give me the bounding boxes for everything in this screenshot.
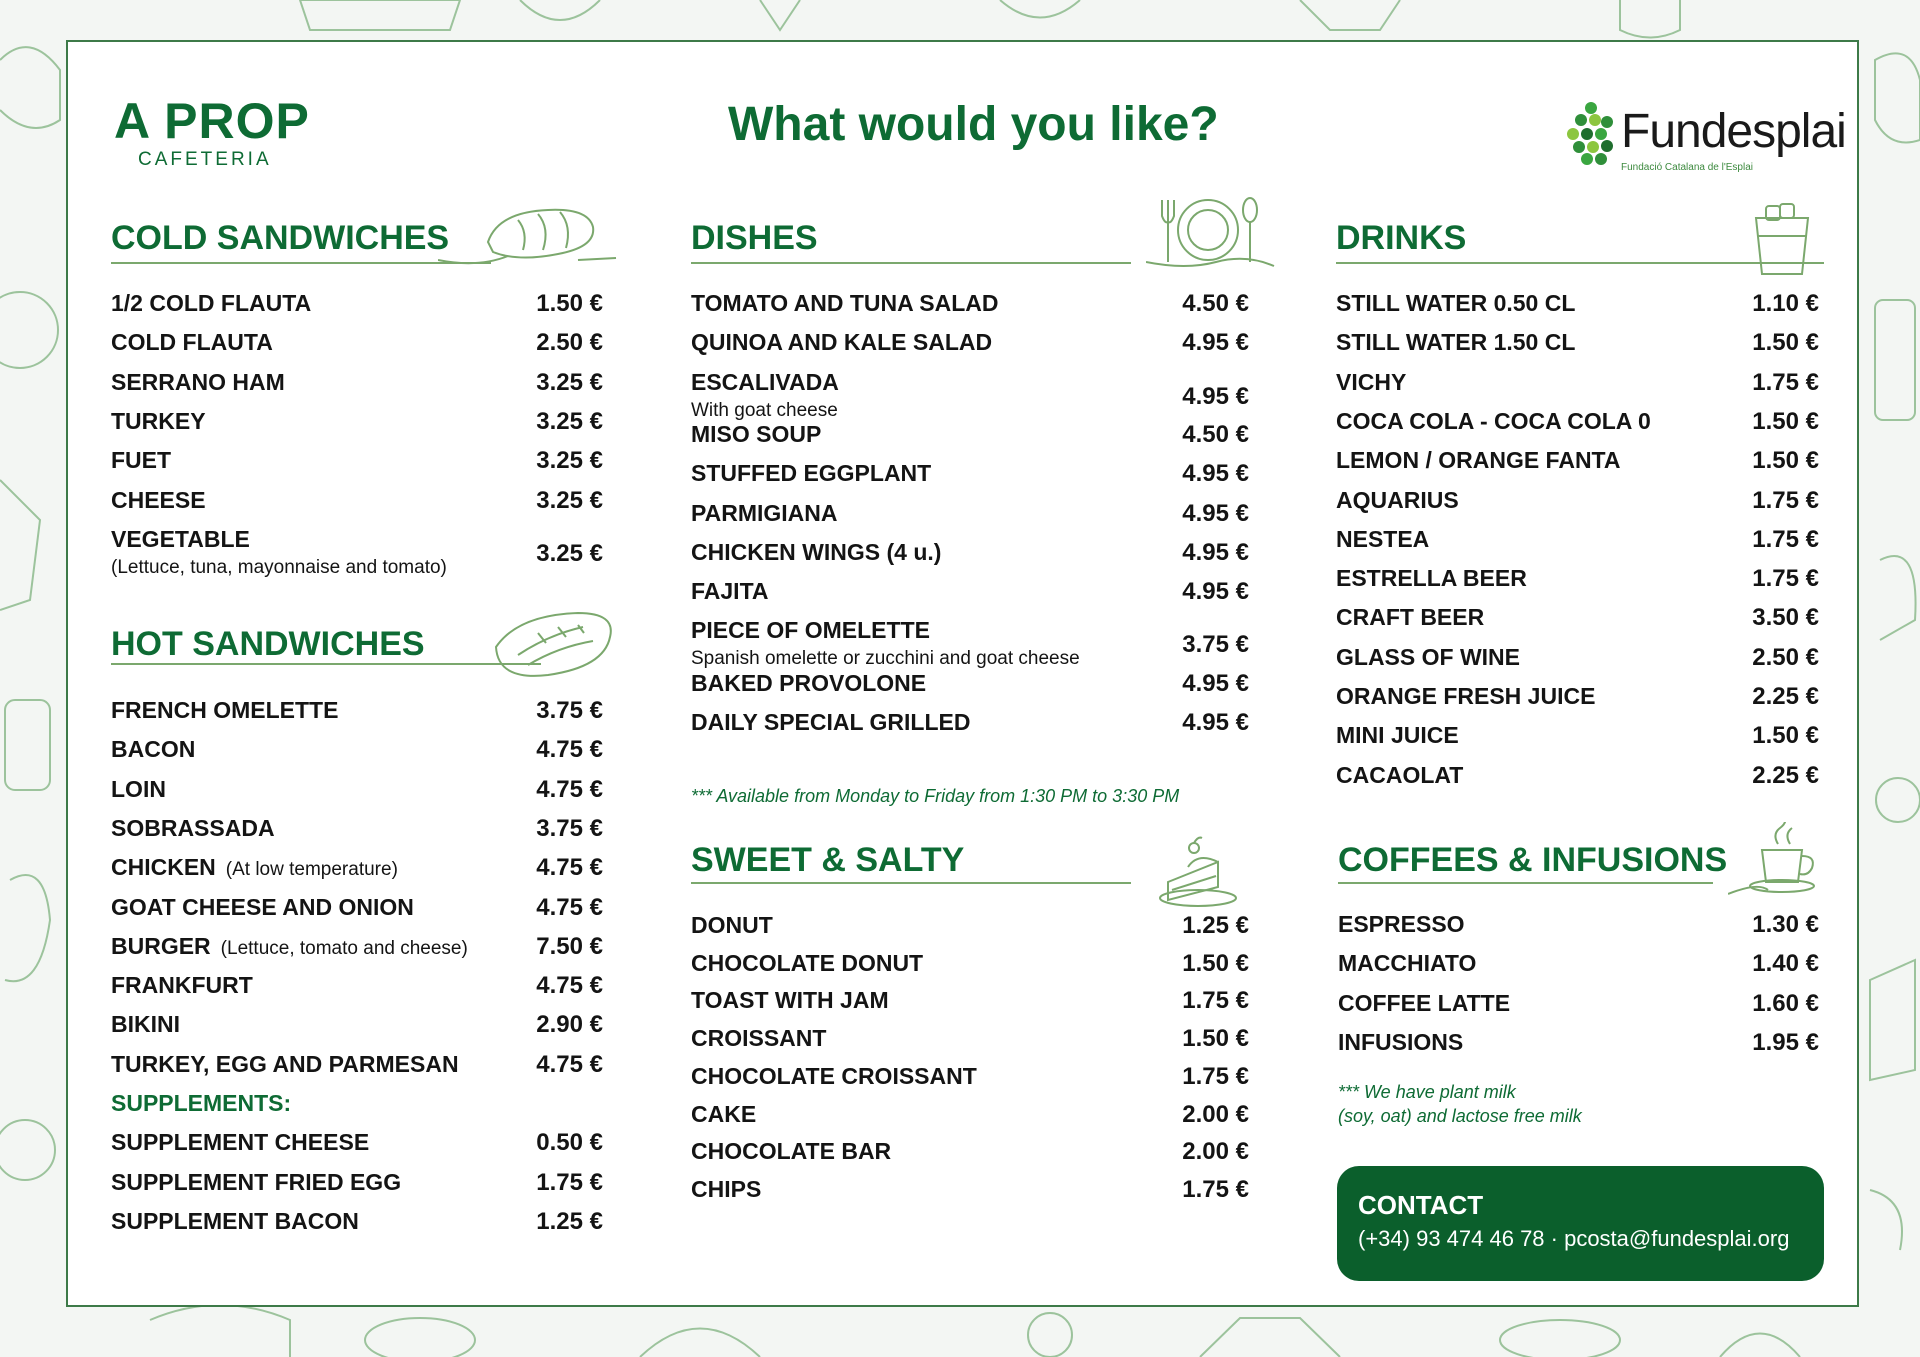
item-price: 1.75 €: [1182, 1062, 1249, 1090]
item-price: 4.95 €: [1182, 499, 1249, 527]
item-label: SOBRASSADA: [111, 814, 275, 841]
fundesplai-logo: [1563, 100, 1846, 200]
menu-item-name: [1336, 408, 1651, 435]
item-label: TOMATO AND TUNA SALAD: [691, 290, 999, 316]
item-price: 3.50 €: [1752, 604, 1819, 632]
menu-item-name: [111, 933, 468, 960]
item-label: SUPPLEMENT BACON: [111, 1207, 359, 1234]
item-description: (Lettuce, tuna, mayonnaise and tomato): [111, 556, 447, 578]
menu-item-name: [1336, 604, 1484, 631]
menu-item-name: [691, 1101, 756, 1128]
item-price: 1.30 €: [1752, 911, 1819, 938]
menu-item-name: [111, 1169, 401, 1196]
item-price: 4.75 €: [536, 736, 603, 764]
cake-slice-icon: [1158, 832, 1258, 907]
item-label: COLD FLAUTA: [111, 329, 273, 356]
cafeteria-logo-subtitle: CAFETERIA: [138, 149, 272, 170]
menu-item-name: [1338, 950, 1476, 977]
item-label: CHOCOLATE DONUT: [691, 949, 924, 976]
item-price: 1.75 €: [1752, 486, 1819, 514]
item-label: PARMIGIANA: [691, 499, 838, 526]
item-price: 3.25 €: [536, 407, 603, 435]
item-label: 1/2 COLD FLAUTA: [111, 290, 312, 316]
menu-item-name: [111, 1129, 369, 1156]
item-price: 1.50 €: [1182, 949, 1249, 977]
item-label: CHIPS: [691, 1175, 762, 1202]
item-label: ESPRESSO: [1338, 911, 1465, 937]
item-label: MISO SOUP: [691, 420, 822, 447]
item-price: 4.95 €: [1182, 538, 1249, 566]
item-label: CHICKEN: [111, 854, 216, 881]
item-price: 3.75 €: [536, 814, 603, 842]
item-label: COFFEE LATTE: [1338, 989, 1511, 1016]
brand-tagline: Fundació Catalana de l'Esplai: [1621, 162, 1753, 173]
menu-item-name: [1336, 526, 1429, 553]
menu-item-name: [111, 526, 250, 553]
item-price: 4.75 €: [536, 972, 603, 1000]
item-price: 0.50 €: [536, 1129, 603, 1157]
menu-item-name: [691, 912, 773, 939]
item-price: 4.50 €: [1182, 290, 1249, 317]
item-price: 4.95 €: [1182, 382, 1249, 410]
grape-cluster-icon: [1563, 100, 1619, 166]
menu-item-name: [111, 815, 275, 842]
item-label: VEGETABLE: [111, 525, 250, 552]
menu-item-name: [1336, 329, 1575, 356]
item-price: 3.75 €: [536, 697, 603, 724]
item-price: 4.50 €: [1182, 420, 1249, 448]
menu-item-name: [111, 408, 206, 435]
menu-item-name: [111, 329, 273, 356]
menu-item-name: [691, 1138, 891, 1165]
item-price: 2.50 €: [536, 329, 603, 357]
menu-item-name: [111, 854, 398, 881]
menu-item-name: [1336, 290, 1575, 317]
menu-item-name: [691, 460, 931, 487]
menu-item-name: [1336, 722, 1459, 749]
item-price: 1.50 €: [1752, 407, 1819, 435]
menu-item-name: [111, 369, 285, 396]
menu-item-name: [1336, 565, 1527, 592]
item-price: 1.50 €: [1752, 722, 1819, 750]
menu-item-name: [111, 736, 195, 763]
item-price: 4.95 €: [1182, 578, 1249, 606]
item-price: 1.75 €: [1752, 565, 1819, 593]
item-label: FRANKFURT: [111, 972, 253, 999]
item-label: CROISSANT: [691, 1025, 827, 1052]
menu-item-name: [691, 1176, 761, 1203]
item-label: DAILY SPECIAL GRILLED: [691, 709, 971, 735]
item-price: 4.75 €: [536, 775, 603, 803]
menu-item-name: [1336, 369, 1406, 396]
menu-item-name: [691, 578, 769, 605]
menu-item-name: [691, 1025, 826, 1052]
menu-item-name: [691, 539, 941, 566]
item-price: 2.00 €: [1182, 1138, 1249, 1166]
item-price: 4.95 €: [1182, 460, 1249, 488]
menu-item-name: [111, 697, 338, 724]
coffee-cup-icon: [1728, 822, 1828, 902]
item-price: 4.95 €: [1182, 709, 1249, 736]
item-label: STILL WATER 1.50 CL: [1336, 329, 1576, 356]
item-label: SUPPLEMENT CHEESE: [111, 1129, 370, 1156]
item-label: COCA COLA - COCA COLA 0: [1336, 407, 1651, 434]
item-note: (At low temperature): [225, 859, 398, 881]
item-price: 1.25 €: [536, 1207, 603, 1235]
item-label: LEMON / ORANGE FANTA: [1336, 447, 1621, 474]
menu-item-name: [691, 290, 999, 317]
item-price: 4.95 €: [1182, 669, 1249, 697]
item-label: QUINOA AND KALE SALAD: [691, 329, 993, 356]
item-label: BIKINI: [111, 1011, 180, 1038]
menu-item-name: [111, 447, 171, 474]
item-label: INFUSIONS: [1338, 1028, 1464, 1055]
cold-sandwiches-title: COLD SANDWICHES: [111, 219, 450, 257]
item-label: SERRANO HAM: [111, 368, 285, 395]
menu-item-name: [691, 329, 992, 356]
item-price: 1.50 €: [1182, 1025, 1249, 1053]
section-divider: [691, 262, 1131, 264]
item-label: CAKE: [691, 1100, 757, 1127]
item-label: TURKEY, EGG AND PARMESAN: [111, 1050, 459, 1077]
hot-sandwiches-title: HOT SANDWICHES: [111, 625, 425, 663]
item-label: FUET: [111, 447, 172, 474]
dishes-title: DISHES: [691, 219, 818, 257]
menu-item-name: [111, 290, 311, 317]
item-description: With goat cheese: [691, 399, 838, 421]
menu-item-name: [1338, 1029, 1463, 1056]
item-price: 4.75 €: [536, 1050, 603, 1078]
menu-item-name: [691, 709, 970, 736]
item-price: 4.75 €: [536, 854, 603, 882]
menu-item-name: [691, 1063, 977, 1090]
item-price: 1.75 €: [1752, 368, 1819, 396]
item-label: GLASS OF WINE: [1336, 643, 1520, 670]
item-price: 3.25 €: [536, 447, 603, 475]
item-price: 1.75 €: [1182, 1175, 1249, 1203]
item-price: 1.95 €: [1752, 1028, 1819, 1056]
item-label: ESTRELLA BEER: [1336, 565, 1527, 592]
coffees-title: COFFEES & INFUSIONS: [1338, 841, 1728, 879]
menu-item-name: [111, 1051, 459, 1078]
section-divider: [1338, 882, 1713, 884]
menu-item-name: [111, 776, 166, 803]
menu-item-name: [1336, 447, 1621, 474]
item-label: ESCALIVADA: [691, 368, 839, 395]
contact-title: CONTACT: [1358, 1190, 1484, 1220]
item-price: 2.00 €: [1182, 1100, 1249, 1128]
menu-item-name: [1338, 990, 1510, 1017]
item-price: 3.25 €: [536, 368, 603, 396]
item-price: 4.95 €: [1182, 329, 1249, 357]
item-price: 1.50 €: [536, 290, 603, 317]
menu-item-name: [691, 369, 839, 396]
menu-item-name: [1336, 644, 1520, 671]
item-price: 2.25 €: [1752, 761, 1819, 789]
item-label: BAKED PROVOLONE: [691, 669, 927, 696]
item-label: BACON: [111, 736, 196, 763]
item-label: NESTEA: [1336, 525, 1430, 552]
page-title: What would you like?: [728, 98, 1219, 151]
menu-item-name: [111, 1011, 180, 1038]
cafeteria-logo-title: A PROP: [114, 93, 310, 149]
availability-note: *** Available from Monday to Friday from 1:30 PM to 3:30 PM: [691, 786, 1180, 806]
brand-name: Fundesplai: [1621, 105, 1846, 158]
item-price: 2.50 €: [1752, 643, 1819, 671]
item-label: CRAFT BEER: [1336, 604, 1485, 631]
contact-box: [1337, 1166, 1824, 1281]
item-label: TURKEY: [111, 407, 206, 434]
menu-item-name: [691, 617, 930, 644]
item-label: PIECE OF OMELETTE: [691, 617, 930, 644]
item-label: CACAOLAT: [1336, 761, 1464, 788]
contact-details: (+34) 93 474 46 78 · pcosta@fundesplai.org: [1358, 1226, 1790, 1251]
item-price: 1.75 €: [536, 1168, 603, 1196]
item-label: AQUARIUS: [1336, 486, 1459, 513]
item-note: (Lettuce, tomato and cheese): [220, 937, 468, 959]
menu-item-name: [111, 487, 206, 514]
item-label: CHICKEN WINGS (4 u.): [691, 538, 942, 565]
item-price: 3.25 €: [536, 539, 603, 567]
item-price: 3.25 €: [536, 486, 603, 514]
item-label: TOAST WITH JAM: [691, 987, 889, 1014]
item-label: ORANGE FRESH JUICE: [1336, 683, 1596, 709]
menu-item-name: [1336, 487, 1459, 514]
menu-item-name: [1338, 911, 1465, 938]
section-divider: [111, 262, 491, 264]
item-label: CHOCOLATE CROISSANT: [691, 1062, 977, 1089]
menu-item-name: [691, 500, 838, 527]
sweet-salty-title: SWEET & SALTY: [691, 841, 965, 879]
item-price: 1.75 €: [1182, 987, 1249, 1015]
item-label: BURGER: [111, 932, 211, 959]
menu-item-name: [1336, 762, 1463, 789]
item-price: 2.25 €: [1752, 683, 1819, 710]
item-description: Spanish omelette or zucchini and goat cheese: [691, 648, 1080, 670]
item-label: MINI JUICE: [1336, 722, 1459, 749]
item-label: GOAT CHEESE AND ONION: [111, 893, 414, 920]
item-label: SUPPLEMENT FRIED EGG: [111, 1168, 402, 1195]
item-label: FAJITA: [691, 578, 769, 605]
plant-milk-note-line1: *** We have plant milk: [1338, 1082, 1516, 1102]
menu-item-name: [111, 894, 414, 921]
item-label: CHOCOLATE BAR: [691, 1138, 892, 1165]
item-price: 2.90 €: [536, 1011, 603, 1039]
item-price: 1.10 €: [1752, 290, 1819, 317]
plate-cutlery-icon: [1146, 192, 1276, 277]
item-price: 1.25 €: [1182, 912, 1249, 939]
item-label: LOIN: [111, 775, 166, 802]
item-price: 1.50 €: [1752, 447, 1819, 475]
item-label: MACCHIATO: [1338, 950, 1477, 977]
menu-item-name: [691, 421, 821, 448]
menu-item-name: [691, 950, 923, 977]
item-label: CHEESE: [111, 486, 206, 513]
item-label: DONUT: [691, 912, 773, 938]
menu-item-name: [691, 670, 926, 697]
supplements-label: SUPPLEMENTS:: [111, 1090, 292, 1116]
item-price: 1.40 €: [1752, 950, 1819, 978]
menu-card: [66, 40, 1859, 1307]
item-label: FRENCH OMELETTE: [111, 697, 339, 723]
menu-item-name: [691, 987, 889, 1014]
bread-icon: [438, 202, 618, 272]
item-label: VICHY: [1336, 368, 1407, 395]
item-label: STUFFED EGGPLANT: [691, 460, 932, 487]
baguette-icon: [488, 607, 618, 682]
item-price: 4.75 €: [536, 893, 603, 921]
section-divider: [111, 663, 541, 665]
glass-ice-icon: [1748, 200, 1818, 280]
menu-item-name: [111, 972, 253, 999]
item-price: 3.75 €: [1182, 631, 1249, 659]
item-price: 1.60 €: [1752, 989, 1819, 1017]
menu-item-name: [111, 1208, 359, 1235]
plant-milk-note-line2: (soy, oat) and lactose free milk: [1338, 1106, 1582, 1126]
section-divider: [691, 882, 1131, 884]
item-price: 1.50 €: [1752, 329, 1819, 357]
menu-item-name: [1336, 683, 1595, 710]
item-price: 7.50 €: [536, 932, 603, 960]
drinks-title: DRINKS: [1336, 219, 1467, 257]
item-label: STILL WATER 0.50 CL: [1336, 290, 1576, 316]
item-price: 1.75 €: [1752, 525, 1819, 553]
